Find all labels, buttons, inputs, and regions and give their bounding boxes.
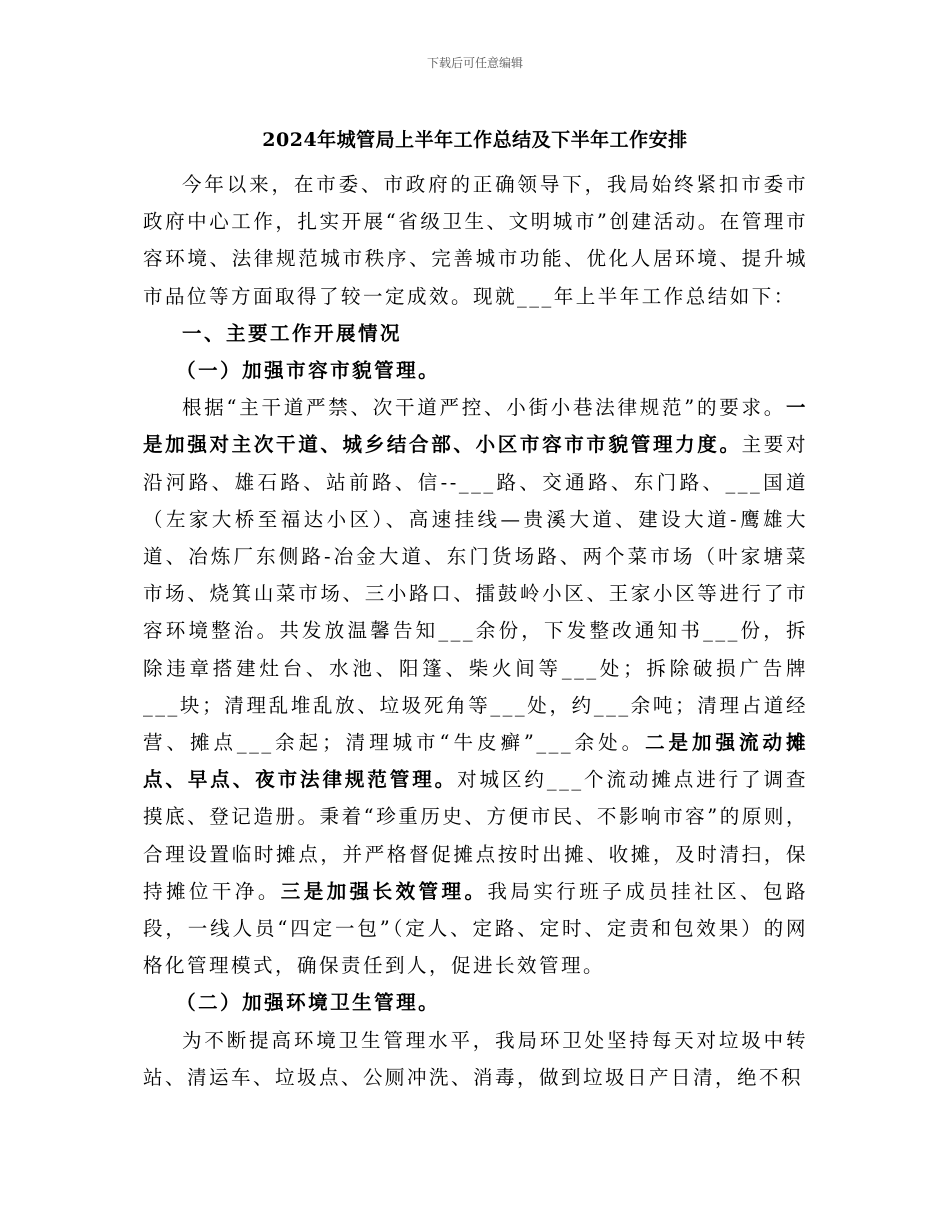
document-body [143,166,808,1096]
subsection-2-paragraph: 为不断提高环境卫生管理水平，我局环卫处坚持每天对垃圾中转站、清运车、垃圾点、公厕冲洗、消毒，做到垃圾日产日清，绝不积 [143,1028,808,1089]
lead-text: 根据“主干道严禁、次干道严控、小街小巷法律规范”的要求。 [182,396,786,420]
point-1-title: 一是加强对主次干道、城乡结合部、小区市容市市貌管理力度。 [143,396,808,457]
point-1-text: 主要对沿河路、雄石路、站前路、信--___路、交通路、东门路、___国道（左家大桥至福达小区）、高速挂线—贵溪大道、建设大道-鹰雄大道、冶炼厂东侧路-冶金大道、东门货场路、两个菜市场（叶家塘菜市场、烧箕山菜市场、三小路口、擂鼓岭小区、王家小区等进行了市容环境整治。共发放温馨告知___余份，下发整改通知书___份，拆除违章搭建灶台、水池、阳篷、柴火间等___处；拆除破损广告牌___块；清理乱堆乱放、垃圾死角等___处，约___余吨；清理占道经营、摊点___余起；清理城市“牛皮癣”___余处。 [143,433,808,755]
header-note: 下载后可任意编辑 [426,56,523,70]
section-heading: 一、主要工作开展情况 [182,321,403,345]
point-3-title: 三是加强长效管理。 [280,879,488,903]
subsection-heading-1: （一）加强市容市貌管理。 [176,359,441,383]
point-2-text: 对城区约___个流动摊点进行了调查摸底、登记造册。秉着“珍重历史、方便市民、不影响市容”的原则，合理设置临时摊点，并严格督促摊点按时出摊、收摊，及时清扫，保持摊位干净。 [143,768,808,903]
document-title: 2024年城管局上半年工作总结及下半年工作安排 [262,129,688,151]
point-2-title: 二是加强流动摊点、早点、夜市法律规范管理。 [143,731,808,792]
subsection-1-paragraph [143,389,808,984]
intro-paragraph: 今年以来，在市委、市政府的正确领导下，我局始终紧扣市委市政府中心工作，扎实开展“省级卫生、文明城市”创建活动。在管理市容环境、法律规范城市秩序、完善城市功能、优化人居环境、提升城市品位等方面取得了较一定成效。现就___年上半年工作总结如下： [143,173,808,308]
point-3-text: 我局实行班子成员挂社区、包路段，一线人员“四定一包”（定人、定路、定时、定责和包效果）的网格化管理模式，确保责任到人，促进长效管理。 [143,879,808,978]
subsection-heading-2: （二）加强环境卫生管理。 [176,991,441,1015]
